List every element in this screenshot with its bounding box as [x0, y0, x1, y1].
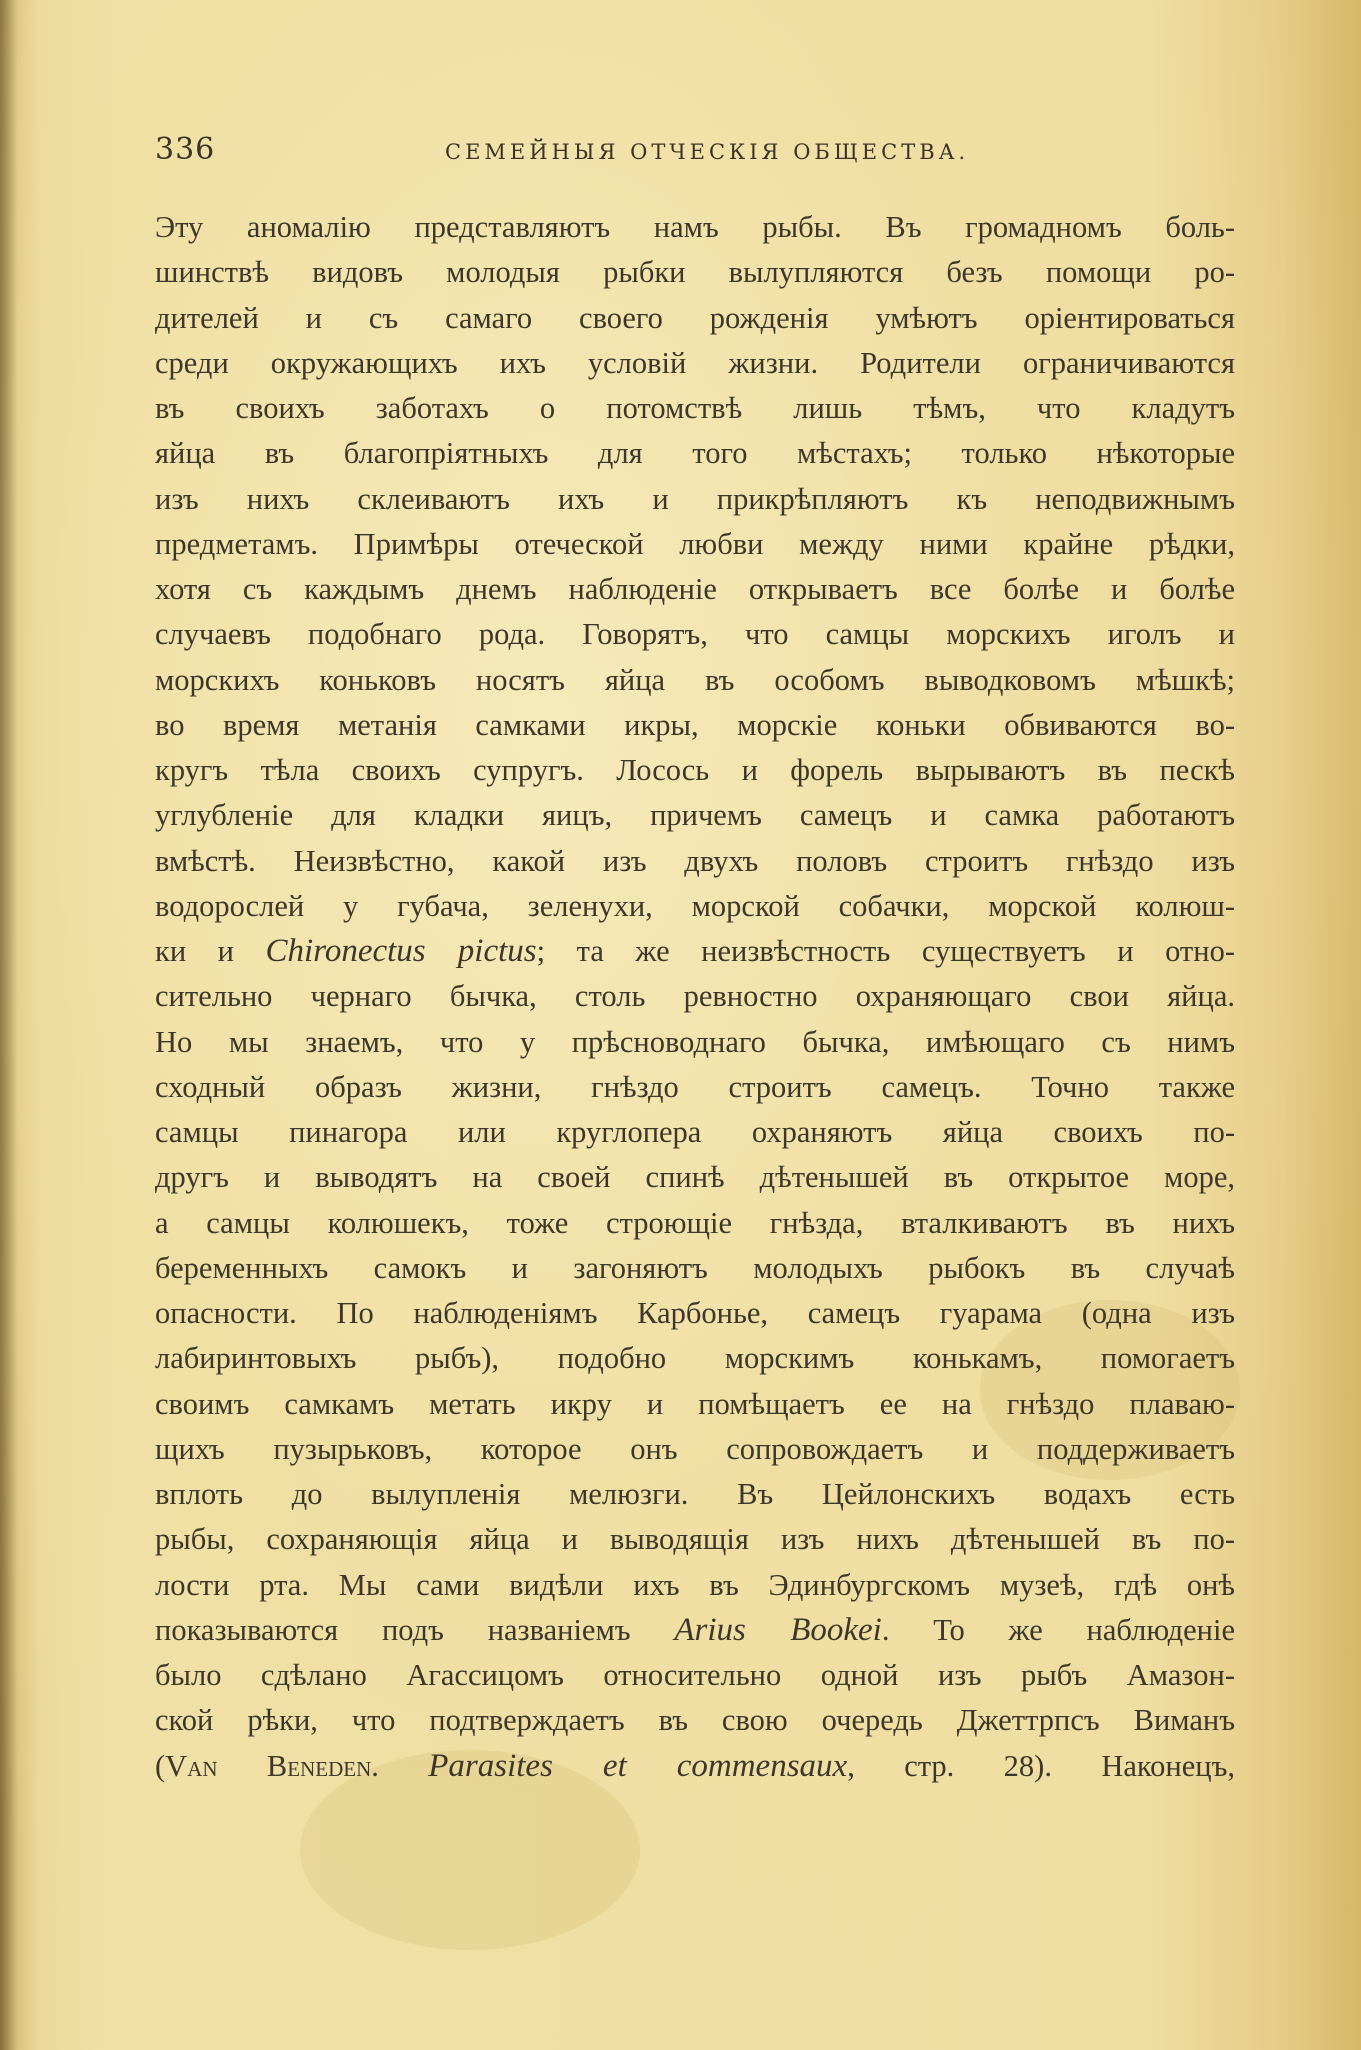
page-header [155, 132, 1235, 172]
book-title-italic: Parasites et commensaux [428, 1747, 848, 1784]
running-title: СЕМЕЙНЫЯ ОТЧЕСКIЯ ОБЩЕСТВА. [445, 140, 970, 164]
body-text [155, 205, 1235, 1789]
text-line: лабиринтовыхъ рыбъ), подобно морскимъ конькамъ, помогаетъ [155, 1341, 1235, 1376]
text-line: яйца въ благопріятныхъ для того мѣстахъ; только нѣкоторые [155, 436, 1235, 471]
text-segment: ( [155, 1748, 166, 1783]
text-line: своимъ самкамъ метать икру и помѣщаетъ ее на гнѣздо плаваю- [155, 1386, 1235, 1421]
text-line: было сдѣлано Агассицомъ относительно одной изъ рыбъ Амазон- [155, 1658, 1235, 1692]
text-line: сительно чернаго бычка, столь ревностно охраняющаго свои яйца. [155, 979, 1235, 1014]
text-line: лости рта. Мы сами видѣли ихъ въ Эдинбургскомъ музеѣ, гдѣ онѣ [155, 1567, 1235, 1602]
text-line [155, 929, 1235, 974]
text-line: другъ и выводятъ на своей спинѣ дѣтенышей въ открытое море, [155, 1160, 1235, 1195]
text-line: щихъ пузырьковъ, которое онъ сопровождаетъ и поддерживаетъ [155, 1431, 1235, 1466]
text-segment: показываются подъ названіемъ [155, 1612, 631, 1647]
text-line: рыбы, сохраняющія яйца и выводящія изъ нихъ дѣтенышей въ по- [155, 1522, 1235, 1557]
text-line: предметамъ. Примѣры отеческой любви между ними крайне рѣдки, [155, 526, 1235, 561]
text-line: дителей и съ самаго своего рожденія умѣютъ оріентироваться [155, 300, 1235, 335]
text-line: беременныхъ самокъ и загоняютъ молодыхъ рыбокъ въ случаѣ [155, 1250, 1235, 1285]
text-line: вмѣстѣ. Неизвѣстно, какой изъ двухъ половъ строитъ гнѣздо изъ [155, 843, 1235, 878]
text-line: хотя съ каждымъ днемъ наблюденіе открываетъ все болѣе и болѣе [155, 572, 1235, 606]
author-name-smallcaps: Van Beneden [165, 1748, 372, 1783]
text-line: Но мы знаемъ, что у прѣсноводнаго бычка, имѣющаго съ нимъ [155, 1024, 1235, 1059]
text-segment: ки и [155, 934, 234, 968]
text-segment: ; та же неизвѣстность существуетъ и отно- [536, 934, 1235, 968]
text-line: сходный образъ жизни, гнѣздо строитъ самецъ. Точно также [155, 1069, 1235, 1104]
text-line: опасности. По наблюденіямъ Карбонье, самецъ гуарама (одна изъ [155, 1296, 1235, 1330]
page-number: 336 [155, 132, 216, 167]
text-line: во время метанія самками икры, морскіе коньки обвиваются во- [155, 707, 1235, 742]
spine-shadow [0, 0, 18, 2050]
text-line [155, 1744, 1235, 1789]
text-line: шинствѣ видовъ молодыя рыбки вылупляются безъ помощи ро- [155, 255, 1235, 290]
text-line: а самцы колюшекъ, тоже строющіе гнѣзда, вталкиваютъ въ нихъ [155, 1205, 1235, 1240]
text-segment: . [371, 1748, 429, 1783]
species-name-italic: Arius Bookei [674, 1611, 882, 1648]
text-line: морскихъ коньковъ носятъ яйца въ особомъ выводковомъ мѣшкѣ; [155, 662, 1235, 697]
text-line: случаевъ подобнаго рода. Говорятъ, что самцы морскихъ иголъ и [155, 617, 1235, 652]
text-line: кругъ тѣла своихъ супругъ. Лосось и форель вырываютъ въ пескѣ [155, 753, 1235, 787]
text-line: въ своихъ заботахъ о потомствѣ лишь тѣмъ, что кладутъ [155, 391, 1235, 425]
text-line: изъ нихъ склеиваютъ ихъ и прикрѣпляютъ къ неподвижнымъ [155, 481, 1235, 516]
text-segment: , стр. 28). Наконецъ, [847, 1748, 1235, 1783]
text-line: самцы пинагора или круглопера охраняютъ яйца своихъ по- [155, 1115, 1235, 1149]
text-line: среди окружающихъ ихъ условій жизни. Родители ограничиваются [155, 345, 1235, 380]
text-line: вплоть до вылупленія мелюзги. Въ Цейлонскихъ водахъ есть [155, 1477, 1235, 1511]
text-line: ской рѣки, что подтверждаетъ въ свою очередь Джеттрпсъ Виманъ [155, 1703, 1235, 1738]
species-name-italic: Chironectus pictus [265, 933, 537, 969]
text-line: Эту аномалію представляютъ намъ рыбы. Въ громадномъ боль- [155, 210, 1235, 244]
text-segment: . То же наблюденіе [881, 1612, 1235, 1647]
text-line: водорослей у губача, зеленухи, морской собачки, морской колюш- [155, 888, 1235, 923]
text-line: углубленіе для кладки яицъ, причемъ самецъ и самка работаютъ [155, 798, 1235, 833]
text-line [155, 1608, 1235, 1653]
